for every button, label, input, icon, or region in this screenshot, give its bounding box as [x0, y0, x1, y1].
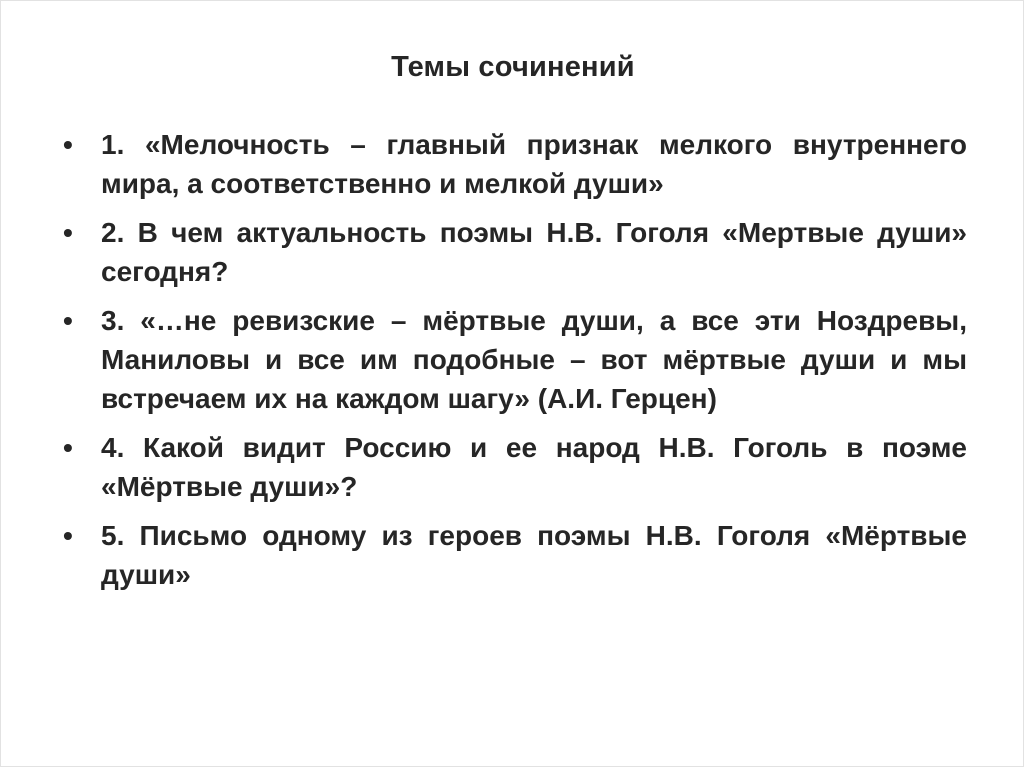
list-item-1 — [63, 125, 967, 203]
list-item-text: 5. Письмо одному из героев поэмы Н.В. Гоголя «Мёртвые души» — [101, 520, 967, 590]
bullet-icon: • — [63, 520, 73, 551]
list-item-5 — [63, 516, 967, 594]
list-item-text: 4. Какой видит Россию и ее народ Н.В. Гоголь в поэме «Мёртвые души»? — [101, 432, 967, 502]
bullet-icon: • — [63, 432, 73, 463]
slide-title: Темы сочинений — [391, 51, 635, 83]
list-item-text: 3. «…не ревизские – мёртвые души, а все эти Ноздревы, Маниловы и все им подобные – вот мёртвые души и мы встречаем их на каждом шагу» (А.И. Герцен) — [101, 305, 967, 414]
list-item-text: 1. «Мелочность – главный признак мелкого внутреннего мира, а соответственно и мелкой души» — [101, 129, 967, 199]
list-item-2 — [63, 213, 967, 291]
list-item-text: 2. В чем актуальность поэмы Н.В. Гоголя «Мертвые души» сегодня? — [101, 217, 967, 287]
bullet-icon: • — [63, 217, 73, 248]
bullet-icon: • — [63, 305, 73, 336]
list-item-4 — [63, 428, 967, 506]
essay-topics-list — [63, 125, 967, 604]
list-item-3 — [63, 301, 967, 418]
bullet-icon: • — [63, 129, 73, 160]
